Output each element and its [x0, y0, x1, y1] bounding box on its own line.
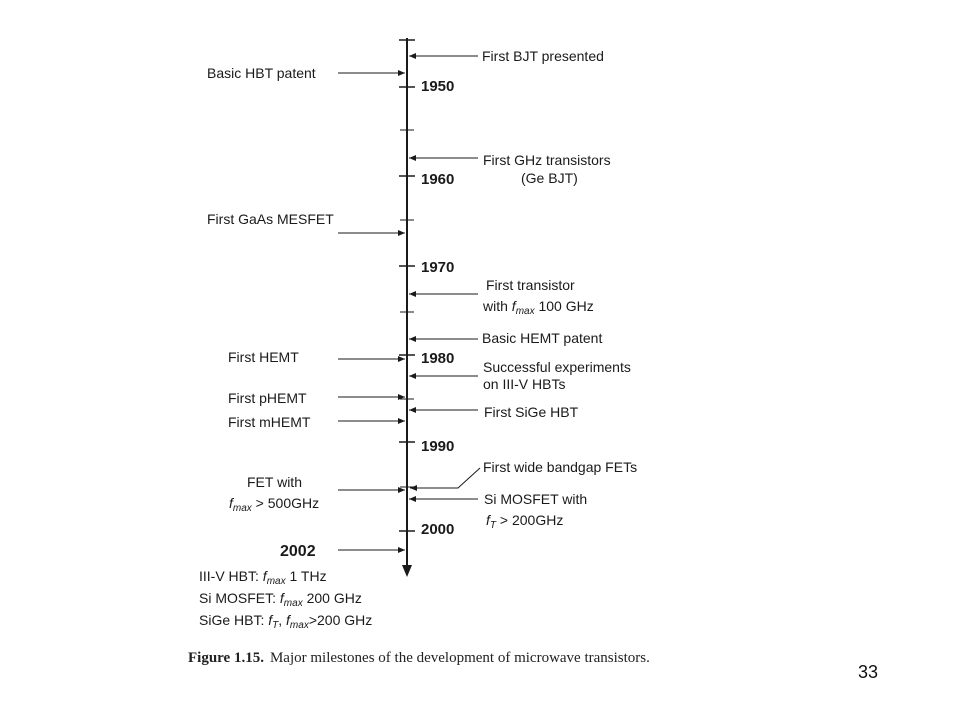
summary-mosfet	[199, 590, 362, 612]
event-first-mhemt: First mHEMT	[228, 414, 311, 430]
event-si-mosfet-line2	[486, 512, 563, 534]
event-basic-hbt-patent: Basic HBT patent	[207, 65, 316, 81]
timeline-axis-arrowhead	[402, 565, 412, 577]
symbol-f: f	[279, 590, 284, 606]
subscript-max: max	[266, 576, 286, 587]
subscript-t: T	[272, 620, 279, 631]
event-first-100ghz-line1: First transistor	[486, 277, 575, 293]
symbol-f: f	[229, 495, 233, 511]
event-first-hemt: First HEMT	[228, 349, 299, 365]
figure-caption	[188, 650, 650, 667]
text-segment: III-V HBT:	[199, 568, 263, 584]
year-label-1960: 1960	[421, 171, 455, 188]
text-segment: >200 GHz	[308, 612, 373, 628]
symbol-f: f	[268, 612, 273, 628]
event-fet-line2	[229, 495, 319, 517]
text-segment: 200 GHz	[302, 590, 362, 606]
text-segment: with	[483, 298, 512, 314]
text-segment: SiGe HBT:	[199, 612, 269, 628]
year-label-1990: 1990	[421, 438, 455, 455]
event-fet-line1: FET with	[247, 474, 302, 490]
summary-sige	[199, 612, 372, 634]
page-number: 33	[858, 662, 879, 682]
event-basic-hemt-patent: Basic HEMT patent	[482, 330, 603, 346]
figure-caption-text: Major milestones of the development of microwave transistors.	[269, 650, 650, 666]
event-first-ghz-line1: First GHz transistors	[483, 152, 611, 168]
year-label-1950: 1950	[421, 78, 455, 95]
symbol-f: f	[486, 512, 490, 528]
subscript-max: max	[232, 503, 252, 514]
symbol-f: f	[286, 612, 290, 628]
symbol-f: f	[511, 298, 516, 314]
text-segment: Si MOSFET:	[199, 590, 280, 606]
text-segment: 1 THz	[285, 568, 327, 584]
left-arrows	[338, 73, 405, 550]
year-label-2000: 2000	[421, 521, 455, 538]
event-first-bjt: First BJT presented	[482, 48, 604, 64]
event-wide-bandgap: First wide bandgap FETs	[483, 459, 638, 475]
event-experiments-line1: Successful experiments	[483, 359, 631, 375]
subscript-max: max	[515, 306, 535, 317]
text-segment: > 500GHz	[251, 495, 320, 511]
event-first-sige-hbt: First SiGe HBT	[484, 404, 579, 420]
symbol-f: f	[262, 568, 267, 584]
subscript-max: max	[289, 620, 309, 631]
right-arrows	[409, 56, 480, 499]
event-si-mosfet-line1: Si MOSFET with	[484, 491, 588, 507]
year-label-2002: 2002	[280, 543, 316, 560]
text-segment: ,	[278, 612, 287, 628]
text-segment: 100 GHz	[534, 298, 594, 314]
event-experiments-line2: on III-V HBTs	[483, 376, 566, 392]
subscript-max: max	[283, 598, 303, 609]
text-segment: > 200GHz	[496, 512, 564, 528]
event-first-phemt: First pHEMT	[228, 390, 307, 406]
year-label-1980: 1980	[421, 350, 455, 367]
subscript-t: T	[489, 520, 496, 531]
event-first-ghz-line2: (Ge BJT)	[521, 170, 578, 186]
event-first-100ghz-line2	[483, 298, 594, 320]
figure-caption-label: Figure 1.15.	[188, 650, 264, 666]
year-label-1970: 1970	[421, 259, 455, 276]
summary-hbt	[199, 568, 327, 590]
event-first-gaas-mesfet: First GaAs MESFET	[207, 211, 334, 227]
